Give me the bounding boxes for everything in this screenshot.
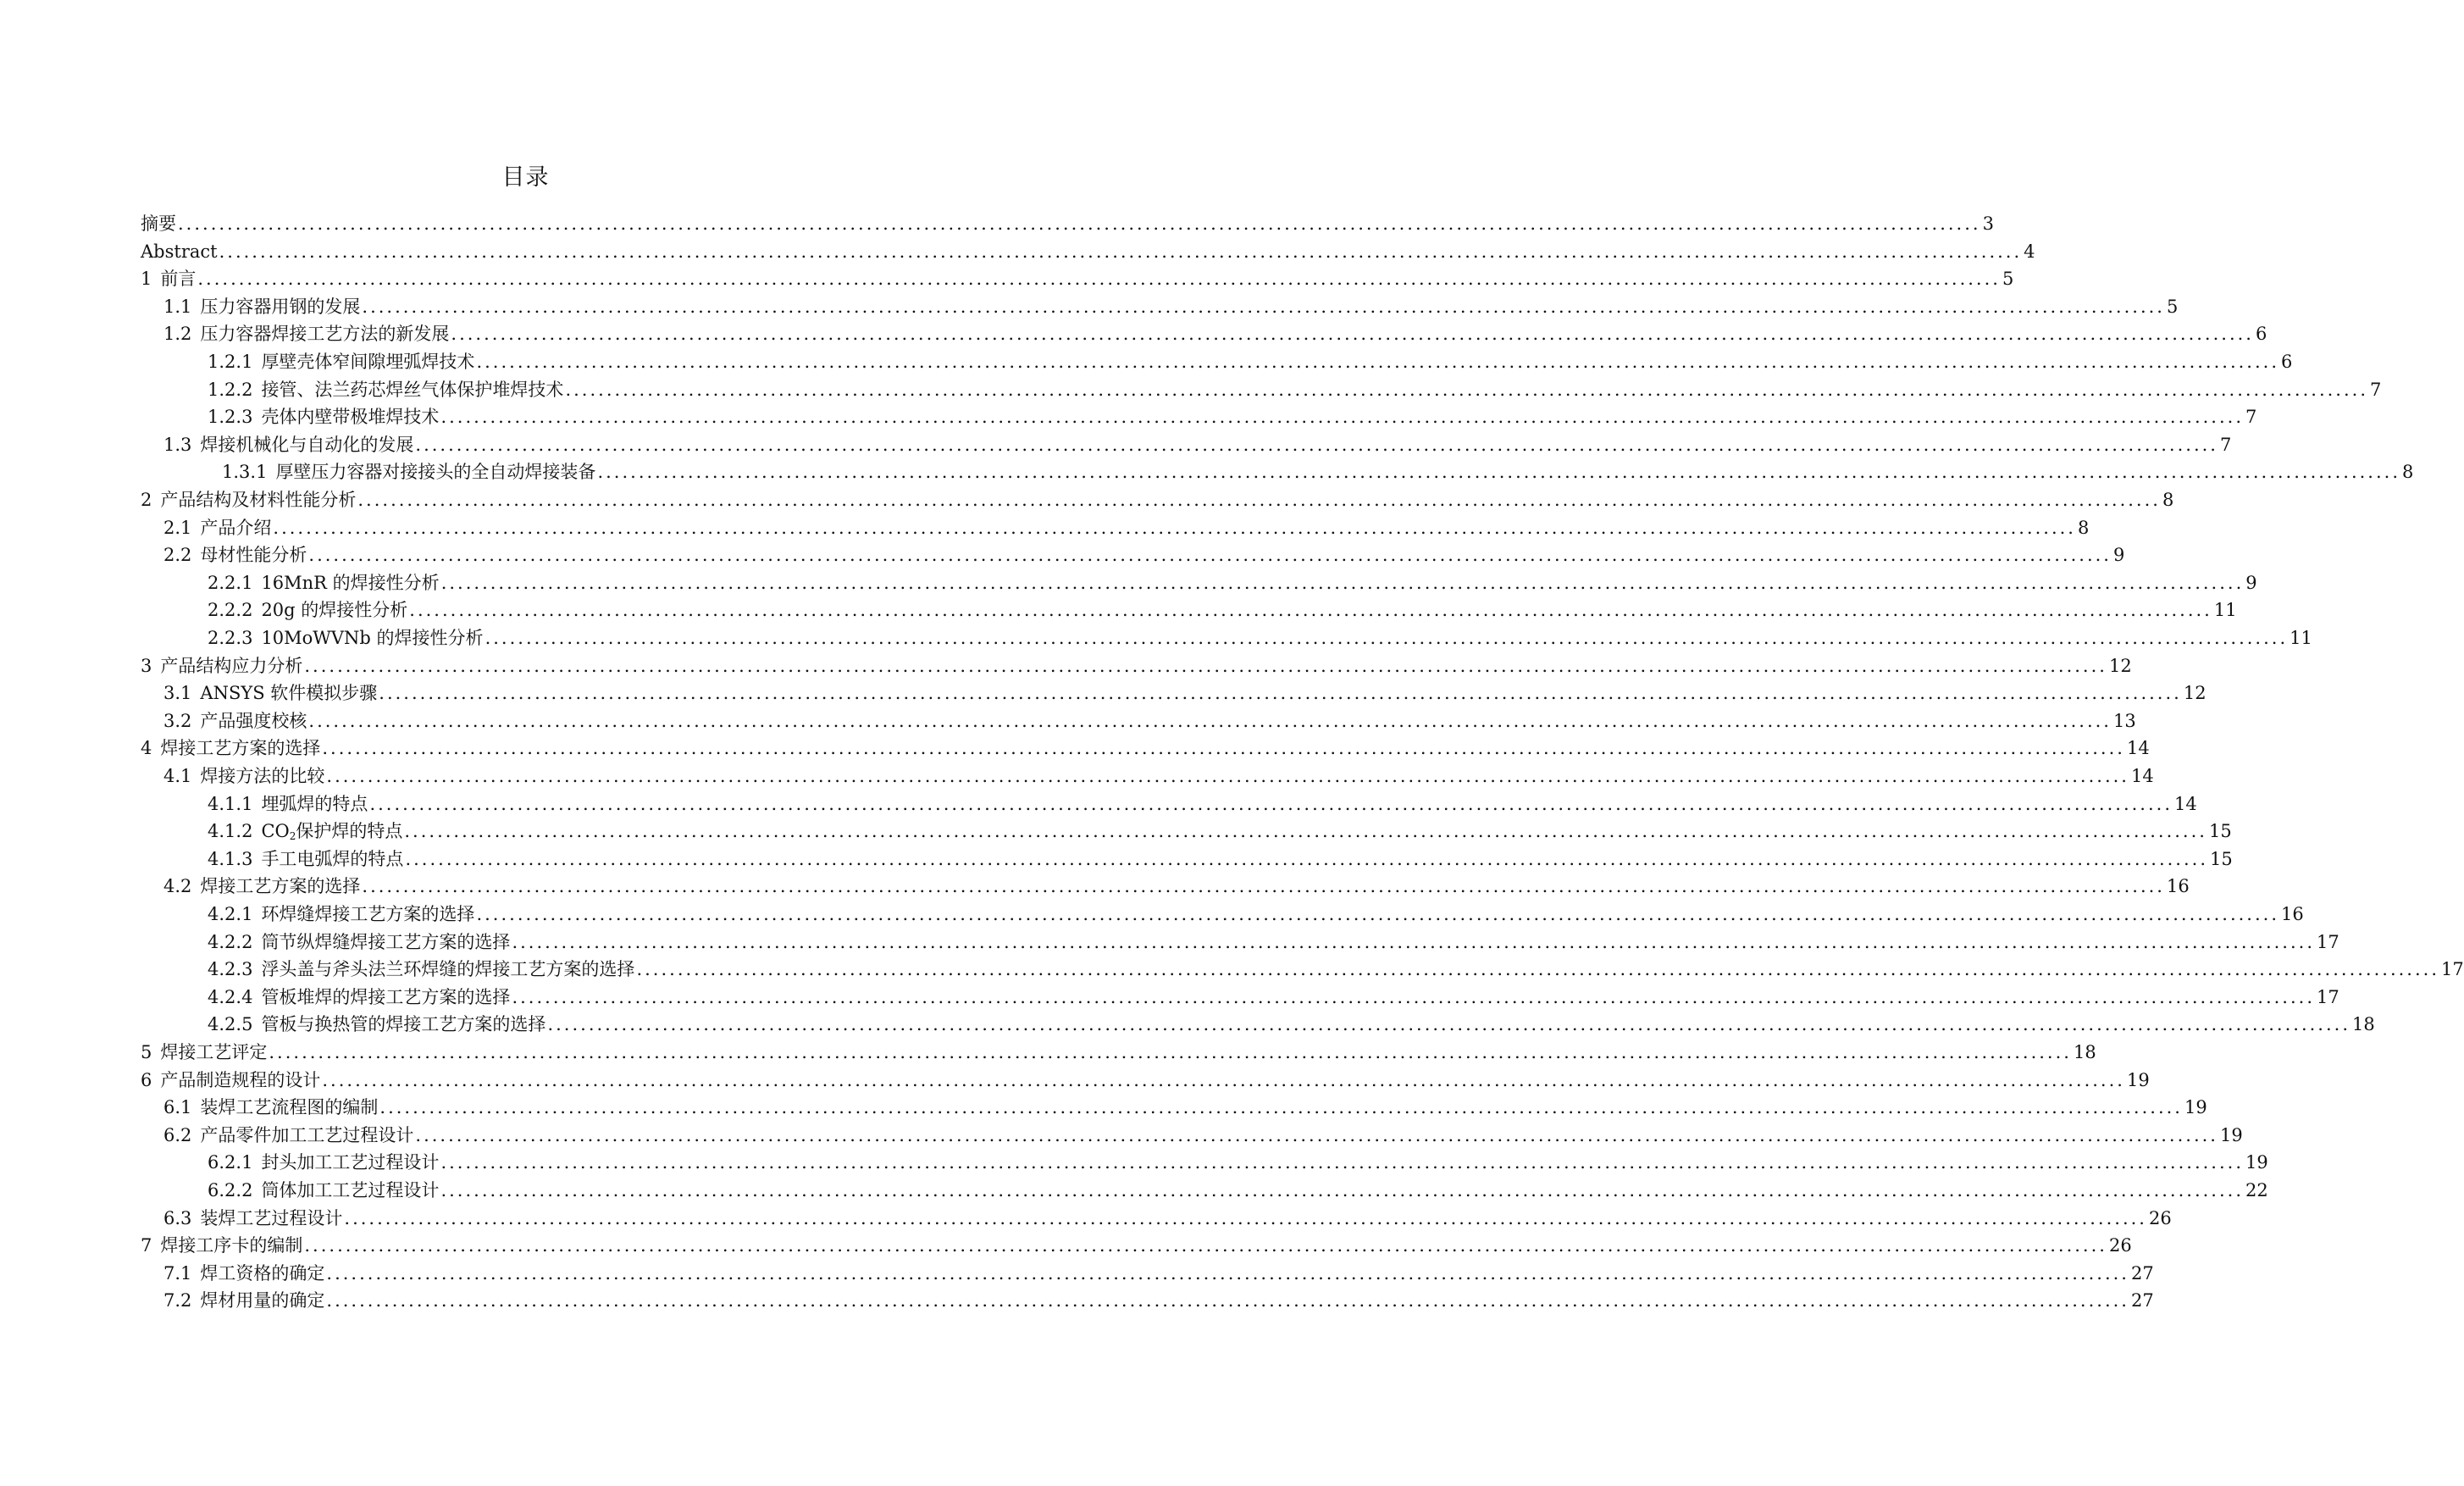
toc-entry[interactable]	[163, 432, 2232, 457]
toc-entry-label: 产品制造规程的设计	[160, 1069, 321, 1090]
toc-entry-page: 11	[2213, 600, 2237, 621]
toc-entry[interactable]	[208, 929, 2339, 955]
toc-entry[interactable]	[208, 404, 2257, 430]
toc-entry-page: 7	[2370, 379, 2382, 400]
toc-entry-label: 前言	[160, 269, 197, 290]
toc-entry-page: 19	[2219, 1124, 2243, 1145]
toc-entry-page: 5	[2002, 269, 2014, 290]
toc-entry-label: Abstract	[141, 241, 218, 262]
toc-entry-page: 9	[2245, 572, 2257, 593]
toc-dot-leader: ............................................................................................................................................................................................................................	[197, 269, 2001, 290]
toc-entry[interactable]	[208, 1012, 2375, 1037]
toc-entry[interactable]	[163, 515, 2090, 541]
toc-dot-leader: ............................................................................................................................................................................................................................	[369, 793, 2173, 814]
toc-entry[interactable]	[208, 791, 2197, 817]
toc-dot-leader: ............................................................................................................................................................................................................................	[440, 1152, 2245, 1173]
toc-entry-number: 4	[141, 738, 152, 759]
toc-entry-label: 摘要	[141, 213, 176, 234]
toc-entry-page: 9	[2112, 545, 2125, 566]
toc-entry-label: 筒体加工工艺过程设计	[261, 1180, 440, 1200]
toc-entry-label: 焊工资格的确定	[200, 1262, 325, 1284]
toc-entry-page: 14	[2130, 766, 2154, 786]
toc-entry-number: 1.3	[163, 434, 192, 455]
toc-entry-number: 1.2.1	[208, 352, 253, 372]
toc-entry-number: 4.2.5	[208, 1014, 253, 1035]
toc-dot-leader: ............................................................................................................................................................................................................................	[304, 1235, 2107, 1256]
toc-entry[interactable]	[141, 735, 2150, 761]
toc-entry-label: 产品零件加工工艺过程设计	[200, 1124, 414, 1145]
toc-entry-page: 7	[2219, 434, 2232, 455]
toc-entry-label: 产品强度校核	[200, 710, 307, 731]
toc-dot-leader: ............................................................................................................................................................................................................................	[476, 352, 2280, 372]
toc-entry-page: 17	[2441, 959, 2464, 980]
toc-entry-label: $CO_2$保护焊的特点	[261, 821, 403, 843]
toc-entry-label: 焊接工艺评定	[160, 1042, 268, 1062]
toc-dot-leader: ............................................................................................................................................................................................................................	[636, 959, 2440, 980]
toc-entry-label: 产品结构及材料性能分析	[160, 490, 357, 510]
toc-entry-label: 焊接工序卡的编制	[160, 1235, 303, 1256]
toc-entry[interactable]	[163, 708, 2136, 734]
toc-entry[interactable]	[208, 570, 2257, 596]
toc-entry[interactable]	[141, 266, 2014, 291]
toc-dot-leader: ............................................................................................................................................................................................................................	[308, 710, 2112, 731]
toc-entry-label: 16MnR 的焊接性分析	[261, 572, 440, 593]
toc-entry[interactable]	[208, 1178, 2268, 1203]
toc-entry-page: 12	[2183, 683, 2207, 704]
toc-entry-number: 4.1	[163, 766, 192, 786]
toc-entry-label: 埋弧焊的特点	[261, 793, 368, 814]
toc-entry-label: 焊接工艺方案的选择	[200, 876, 361, 897]
toc-entry-label: 产品结构应力分析	[160, 655, 303, 676]
toc-entry[interactable]	[141, 653, 2132, 679]
toc-entry-page: 6	[2255, 324, 2267, 345]
toc-dot-leader: ............................................................................................................................................................................................................................	[269, 1042, 2072, 1062]
toc-entry-page: 14	[2174, 793, 2197, 814]
toc-entry[interactable]	[208, 597, 2237, 623]
toc-entry-page: 8	[2077, 517, 2090, 538]
toc-entry[interactable]	[208, 846, 2233, 872]
toc-dot-leader: ............................................................................................................................................................................................................................	[362, 876, 2165, 897]
toc-entry-label: 压力容器用钢的发展	[200, 296, 361, 317]
toc-entry-label: 接管、法兰药芯焊丝气体保护堆焊技术	[261, 379, 564, 400]
toc-entry[interactable]	[141, 1040, 2096, 1065]
toc-dot-leader: ............................................................................................................................................................................................................................	[357, 490, 2161, 510]
toc-entry-label: 壳体内壁带极堆焊技术	[261, 407, 440, 428]
toc-dot-leader: ............................................................................................................................................................................................................................	[484, 628, 2289, 648]
toc-dot-leader: ............................................................................................................................................................................................................................	[322, 738, 2125, 759]
toc-dot-leader: ............................................................................................................................................................................................................................	[308, 545, 2112, 566]
toc-entry-page: 7	[2245, 407, 2257, 428]
toc-dot-leader: ............................................................................................................................................................................................................................	[379, 1097, 2183, 1118]
toc-title: 目录	[501, 164, 550, 191]
toc-dot-leader: ............................................................................................................................................................................................................................	[362, 296, 2165, 317]
toc-entry-label: 焊接机械化与自动化的发展	[200, 434, 414, 455]
toc-entry-page: 19	[2184, 1097, 2207, 1118]
toc-entry[interactable]	[208, 625, 2312, 651]
toc-dot-leader: ............................................................................................................................................................................................................................	[326, 766, 2129, 786]
toc-entry-page: 6	[2281, 352, 2293, 372]
toc-entry-page: 22	[2245, 1180, 2268, 1200]
toc-entry-number: 3	[141, 655, 152, 676]
toc-entry-label: 管板堆焊的焊接工艺方案的选择	[261, 986, 511, 1007]
toc-entry-page: 4	[2024, 241, 2035, 262]
toc-entry-page: 13	[2112, 710, 2136, 731]
toc-entry-page: 8	[2402, 462, 2414, 483]
toc-entry-number: 6	[141, 1069, 152, 1090]
toc-dot-leader: ............................................................................................................................................................................................................................	[409, 600, 2212, 621]
toc-dot-leader: ............................................................................................................................................................................................................................	[440, 1180, 2245, 1200]
toc-entry[interactable]	[163, 680, 2207, 706]
toc-entry[interactable]	[208, 956, 2464, 982]
toc-entry[interactable]	[163, 1095, 2207, 1120]
toc-entry-label: 环焊缝焊接工艺方案的选择	[261, 904, 475, 924]
toc-entry-number: 1.3.1	[222, 462, 268, 483]
toc-dot-leader: ............................................................................................................................................................................................................................	[512, 931, 2316, 952]
toc-entry-number: 7	[141, 1235, 152, 1256]
toc-dot-leader: ............................................................................................................................................................................................................................	[178, 213, 1981, 234]
toc-dot-leader: ............................................................................................................................................................................................................................	[379, 683, 2182, 704]
toc-entry-page: 3	[1982, 213, 1994, 234]
toc-entry-page: 26	[2148, 1207, 2172, 1228]
toc-entry-page: 18	[2352, 1014, 2375, 1035]
toc-entry-number: 4.2.3	[208, 959, 253, 980]
toc-entry[interactable]	[141, 211, 1994, 236]
toc-dot-leader: ............................................................................................................................................................................................................................	[476, 904, 2280, 924]
toc-entry-number: 5	[141, 1042, 152, 1062]
toc-dot-leader: ............................................................................................................................................................................................................................	[440, 407, 2245, 428]
toc-dot-leader: ............................................................................................................................................................................................................................	[405, 848, 2209, 869]
toc-entry-number: 2.1	[163, 517, 192, 538]
toc-entry-label: 装焊工艺过程设计	[200, 1207, 343, 1228]
toc-dot-leader: ............................................................................................................................................................................................................................	[415, 434, 2218, 455]
toc-entry-label: 压力容器焊接工艺方法的新发展	[200, 324, 450, 345]
toc-entry-label: 焊接方法的比较	[200, 766, 325, 786]
toc-entry-page: 8	[2162, 490, 2174, 510]
toc-entry-number: 6.2.2	[208, 1180, 253, 1200]
toc-entry-number: 3.2	[163, 710, 192, 731]
toc-entry[interactable]	[163, 321, 2267, 347]
toc-dot-leader: ............................................................................................................................................................................................................................	[326, 1262, 2129, 1284]
toc-dot-leader: ............................................................................................................................................................................................................................	[404, 821, 2207, 842]
toc-dot-leader: ............................................................................................................................................................................................................................	[273, 517, 2076, 538]
toc-entry-label: 20g 的焊接性分析	[261, 600, 408, 621]
toc-dot-leader: ............................................................................................................................................................................................................................	[451, 324, 2254, 345]
toc-entry-page: 17	[2317, 986, 2339, 1007]
toc-entry-number: 1.1	[163, 296, 192, 317]
toc-dot-leader: ............................................................................................................................................................................................................................	[440, 572, 2245, 593]
toc-entry-page: 16	[2281, 904, 2304, 924]
toc-entry-label: 母材性能分析	[200, 545, 307, 566]
toc-entry-label: 产品介绍	[200, 517, 272, 538]
toc-entry-label: 10MoWVNb 的焊接性分析	[261, 628, 484, 648]
toc-entry-number: 6.3	[163, 1207, 192, 1228]
toc-entry-label: 手工电弧焊的特点	[261, 848, 404, 869]
toc-dot-leader: ............................................................................................................................................................................................................................	[344, 1207, 2147, 1228]
toc-entry[interactable]	[163, 1288, 2154, 1313]
toc-entry-page: 19	[2245, 1152, 2268, 1173]
toc-entry-number: 6.2	[163, 1124, 192, 1145]
toc-dot-leader: ............................................................................................................................................................................................................................	[219, 241, 2023, 262]
toc-dot-leader: ............................................................................................................................................................................................................................	[565, 379, 2369, 400]
toc-entry-page: 27	[2130, 1290, 2154, 1311]
toc-entry-number: 6.1	[163, 1097, 192, 1118]
toc-entry-number: 1	[141, 269, 152, 290]
toc-entry-number: 1.2.3	[208, 407, 253, 428]
toc-entry[interactable]	[141, 487, 2174, 513]
toc-entry[interactable]	[163, 1123, 2243, 1148]
toc-entry-number: 4.1.1	[208, 793, 253, 814]
toc-entry-number: 4.2.1	[208, 904, 253, 924]
toc-entry[interactable]	[163, 542, 2125, 568]
toc-entry-page: 18	[2073, 1042, 2096, 1062]
toc-entry-page: 26	[2108, 1235, 2132, 1256]
toc-entry-page: 15	[2208, 821, 2232, 842]
toc-dot-leader: ............................................................................................................................................................................................................................	[547, 1014, 2351, 1035]
toc-entry-number: 6.2.1	[208, 1152, 253, 1173]
toc-entry-number: 2.2.1	[208, 572, 253, 593]
toc-dot-leader: ............................................................................................................................................................................................................................	[304, 655, 2107, 676]
toc-entry[interactable]	[163, 763, 2154, 789]
toc-entry-label: 焊材用量的确定	[200, 1290, 325, 1311]
toc-entry-label: 厚壁压力容器对接接头的全自动焊接装备	[275, 462, 596, 483]
toc-entry-label: ANSYS 软件模拟步骤	[200, 683, 378, 704]
toc-entry-number: 7.1	[163, 1262, 192, 1284]
toc-entry-number: 7.2	[163, 1290, 192, 1311]
toc-entry-number: 4.1.3	[208, 848, 253, 869]
toc-entry-number: 1.2.2	[208, 379, 253, 400]
toc-entry-label: 浮头盖与斧头法兰环焊缝的焊接工艺方案的选择	[261, 959, 635, 980]
toc-entry-number: 2.2.3	[208, 628, 253, 648]
toc-entry-number: 4.2	[163, 876, 192, 897]
toc-entry-number: 4.2.4	[208, 986, 253, 1007]
toc-entry[interactable]	[141, 239, 2035, 264]
toc-entry[interactable]	[208, 984, 2339, 1010]
toc-entry-page: 12	[2108, 655, 2132, 676]
toc-entry-page: 19	[2126, 1069, 2150, 1090]
toc-entry-number: 2.2.2	[208, 600, 253, 621]
toc-entry-number: 2.2	[163, 545, 192, 566]
toc-entry[interactable]	[208, 349, 2293, 374]
toc-entry-number: 4.2.2	[208, 931, 253, 952]
toc-entry-label: 焊接工艺方案的选择	[160, 738, 321, 759]
toc-entry[interactable]	[141, 1067, 2150, 1093]
toc-entry[interactable]	[208, 818, 2232, 844]
toc-entry[interactable]	[208, 901, 2304, 927]
toc-entry[interactable]	[208, 377, 2382, 402]
toc-entry-page: 11	[2290, 628, 2312, 648]
toc-dot-leader: ............................................................................................................................................................................................................................	[326, 1290, 2129, 1311]
toc-entry-number: 4.1.2	[208, 821, 253, 842]
toc-entry-number: 3.1	[163, 683, 192, 704]
toc-entry-label: 封头加工工艺过程设计	[261, 1152, 440, 1173]
toc-entry[interactable]	[208, 1150, 2268, 1175]
toc-dot-leader: ............................................................................................................................................................................................................................	[597, 462, 2401, 483]
toc-entry[interactable]	[222, 459, 2414, 485]
toc-entry-number: 1.2	[163, 324, 192, 345]
toc-entry-page: 16	[2166, 876, 2190, 897]
toc-entry[interactable]	[163, 294, 2179, 319]
toc-entry-page: 5	[2166, 296, 2179, 317]
toc-entry-page: 27	[2130, 1262, 2154, 1284]
toc-entry-label: 装焊工艺流程图的编制	[200, 1097, 379, 1118]
toc-entry-page: 15	[2210, 848, 2233, 869]
toc-dot-leader: ............................................................................................................................................................................................................................	[322, 1069, 2125, 1090]
toc-dot-leader: ............................................................................................................................................................................................................................	[512, 986, 2316, 1007]
toc-entry-label: 筒节纵焊缝焊接工艺方案的选择	[261, 931, 511, 952]
toc-dot-leader: ............................................................................................................................................................................................................................	[415, 1124, 2218, 1145]
toc-entry-number: 2	[141, 490, 152, 510]
toc-entry-page: 14	[2126, 738, 2150, 759]
toc-entry-label: 管板与换热管的焊接工艺方案的选择	[261, 1014, 546, 1035]
toc-entry[interactable]	[163, 873, 2190, 899]
toc-entry-label: 厚壁壳体窄间隙埋弧焊技术	[261, 352, 475, 372]
toc-entry[interactable]	[163, 1206, 2172, 1231]
toc-entry[interactable]	[141, 1233, 2132, 1258]
toc-entry[interactable]	[163, 1261, 2154, 1286]
toc-entry-page: 17	[2317, 931, 2339, 952]
